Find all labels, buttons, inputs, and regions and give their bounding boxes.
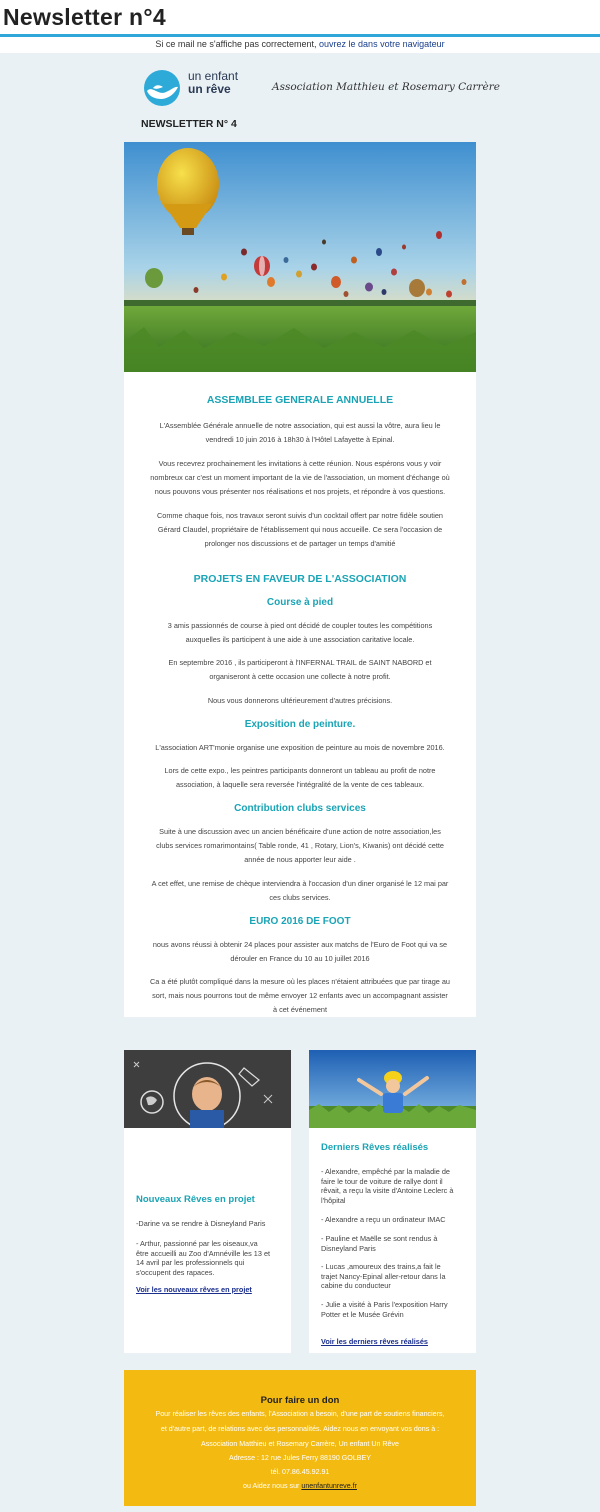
new-dreams-item-1: -Darine va se rendre à Disneyland Paris [136, 1219, 266, 1228]
donate-line-3: Association Matthieu et Rosemary Carrère, Un enfant Un Rêve [201, 1440, 399, 1448]
new-dreams-card [124, 1128, 291, 1353]
course-paragraph-1 [140, 619, 460, 647]
logo-icon [142, 69, 182, 107]
clubs-paragraph-1 [140, 825, 460, 867]
text-line: être accueilli au Zoo d'Amnéville les 13 et [136, 1248, 271, 1258]
text-line: l'hôpital [321, 1195, 346, 1205]
text-line: clubs services romarimontains( Table ronde, 41 , Rotary, Lion's, Kiwanis) ont décidé cette [156, 841, 444, 850]
text-line: association, à laquelle sera reversée l'intégralité de la vente de ces tableaux. [175, 780, 425, 789]
text-line: Vous recevrez prochainement les invitations à cette réunion. Nous espérons vous y voir [158, 459, 442, 468]
new-dreams-title: Nouveaux Rêves en projet [136, 1194, 255, 1205]
realized-dreams-title: Derniers Rêves réalisés [321, 1142, 429, 1153]
text-line: nombreux car c'est un moment important de la vie de l'association, un moment d'échange où [150, 473, 450, 482]
text-line: s'occupent des rapaces. [136, 1267, 215, 1277]
text-line: L'Assemblée Générale annuelle de notre association, qui est aussi la vôtre, aura lieu le [159, 421, 441, 430]
text-line: trajet Nancy-Epinal aller-retour dans la [321, 1271, 446, 1281]
text-line: dérouler en France du 10 au 10 juillet 2016 [230, 954, 370, 963]
text-line: 3 amis passionnés de course à pied ont décidé de coupler toutes les compétitions [167, 621, 433, 630]
boy-chalkboard-image [124, 1050, 291, 1128]
association-name: Association Matthieu et Rosemary Carrère [272, 81, 500, 93]
subsection-title-clubs: Contribution clubs services [234, 803, 366, 814]
donate-line-1: Pour réaliser les rêves des enfants, l'Association a besoin, d'une part de soutiens financiers, [155, 1410, 445, 1418]
text-line: - Julie a visité à Paris l'exposition Harry [321, 1300, 448, 1309]
text-line: Potter et le Musée Grévin [321, 1309, 404, 1319]
text-line: Ca a été plutôt compliqué dans la mesure où les places n'étaient attribuées que par tirage au [150, 977, 450, 986]
subsection-title-euro: EURO 2016 DE FOOT [249, 916, 351, 927]
realized-dreams-item-1 [321, 1167, 471, 1205]
text-line: Suite à une discussion avec un ancien bénéficaire d'une action de notre association,les [159, 827, 441, 836]
euro-paragraph-2 [140, 975, 460, 1017]
clubs-paragraph-2 [140, 877, 460, 905]
text-line: année de nous apporter leur aide . [244, 855, 356, 864]
course-paragraph-2 [140, 656, 460, 684]
main-content [124, 372, 476, 1017]
subsection-title-course: Course à pied [266, 597, 334, 608]
logo-line-2: un rêve [188, 82, 231, 96]
text-line: En septembre 2016 , ils participeront à l'INFERNAL TRAIL de SAINT NABORD et [168, 658, 432, 667]
expo-paragraph-1: L'association ART'monie organise une exposition de peinture au mois de novembre 2016. [155, 743, 445, 752]
expo-paragraph-2 [140, 764, 460, 792]
assemblee-paragraph-3 [140, 509, 460, 551]
course-paragraph-3: Nous vous donnerons ultérieurement d'autres précisions. [207, 696, 393, 705]
text-line: - Arthur, passionné par les oiseaux,va [136, 1239, 258, 1248]
open-in-browser-link[interactable]: ouvrez le dans votre navigateur [319, 39, 445, 49]
donate-title: Pour faire un don [260, 1395, 340, 1406]
title-divider [0, 34, 600, 37]
assemblee-paragraph-2 [140, 457, 460, 499]
realized-dreams-card [309, 1128, 476, 1353]
logo-line-1: un enfant [188, 69, 239, 83]
donate-line-6 [134, 1481, 466, 1491]
section-title-assemblee: ASSEMBLEE GENERALE ANNUELLE [206, 394, 394, 406]
text-line: 14 avril par les professionnels qui [136, 1258, 245, 1267]
euro-paragraph-1 [140, 938, 460, 966]
text-line: faire le tour de voiture de rallye dont il [321, 1176, 443, 1186]
page-title: Newsletter n°4 [3, 4, 166, 30]
text-line: à cet événement [273, 1005, 327, 1014]
text-line: sort, mais nous pourrons tout de même envoyer 12 enfants avec un accompagnant assister [152, 991, 448, 1000]
text-line: vendredi 10 juin 2016 à 18h30 à l'Hôtel Lafayette à Epinal. [205, 435, 395, 444]
text-line: - Lucas ,amoureux des trains,a fait le [321, 1262, 441, 1271]
text-line: - Alexandre, empêché par la maladie de [321, 1167, 450, 1176]
logo-text [188, 70, 238, 96]
hero-balloons-image [124, 142, 476, 372]
realized-dreams-item-3 [321, 1234, 471, 1253]
donate-section [124, 1370, 476, 1506]
donate-line-4: Adresse : 12 rue Jules Ferry 88190 GOLBEY [229, 1454, 371, 1462]
realized-dreams-item-2: - Alexandre a reçu un ordinateur IMAC [321, 1215, 446, 1224]
donate-line-5: tél. 07.86.45.92.91 [270, 1468, 330, 1476]
text-line: Lors de cette expo., les peintres participants donneront un tableau au profit de notre [164, 766, 436, 775]
realized-dreams-link[interactable]: Voir les derniers rêves réalisés [321, 1337, 428, 1346]
text-line: prolonger nos discussions et de partager un temps d'amitié [204, 539, 396, 548]
realized-dreams-item-5 [321, 1300, 471, 1319]
subsection-title-expo: Exposition de peinture. [244, 719, 356, 730]
text-line: - Pauline et Maëlle se sont rendus à [321, 1234, 438, 1243]
text-line: Gérard Claudel, propriétaire de l'établissement qui nous accueille. Ce sera l'occasion de [157, 525, 443, 534]
text-line: nous pouvons vous présenter nos réalisations et nos projets, et répondre à vos questions. [154, 487, 446, 496]
new-dreams-link[interactable]: Voir les nouveaux rêves en projet [136, 1285, 252, 1294]
browser-notice [0, 39, 600, 49]
section-title-projets: PROJETS EN FAVEUR DE L'ASSOCIATION [193, 573, 407, 585]
realized-dreams-item-4 [321, 1262, 471, 1291]
text-line: A cet effet, une remise de chèque interviendra à l'occasion d'un diner organisé le 12 mai par [151, 879, 449, 888]
text-line: nous avons réussi à obtenir 24 places pour assister aux matchs de l'Euro de Foot qui va se [152, 940, 448, 949]
website-link[interactable]: unenfantunreve.fr [301, 1482, 357, 1490]
text-line: organiseront à cette occasion une collecte à notre profit. [209, 672, 391, 681]
assemblee-paragraph-1 [140, 419, 460, 447]
newsletter-label: NEWSLETTER N° 4 [141, 118, 237, 130]
text-line: auxquelles ils participent à une aide à une association caritative locale. [185, 635, 415, 644]
text-line: Comme chaque fois, nos travaux seront suivis d'un cocktail offert par notre fidèle soutien [157, 511, 443, 520]
text-line: Disneyland Paris [321, 1243, 376, 1253]
text-line: ces clubs services. [269, 893, 331, 902]
browser-notice-text: Si ce mail ne s'affiche pas correctement, [155, 39, 320, 49]
text-line: rêvait, a reçu la visite d'Antoine Leclerc à [321, 1186, 454, 1195]
new-dreams-item-2 [136, 1239, 286, 1277]
donate-line-2: et d'autre part, de relations avec des personnalités. Aidez nous en envoyant vos dons à : [160, 1425, 440, 1433]
donate-line-6-text: ou Aidez nous sur [243, 1482, 302, 1490]
text-line: cabine du conducteur [321, 1281, 391, 1290]
child-field-image [309, 1050, 476, 1128]
